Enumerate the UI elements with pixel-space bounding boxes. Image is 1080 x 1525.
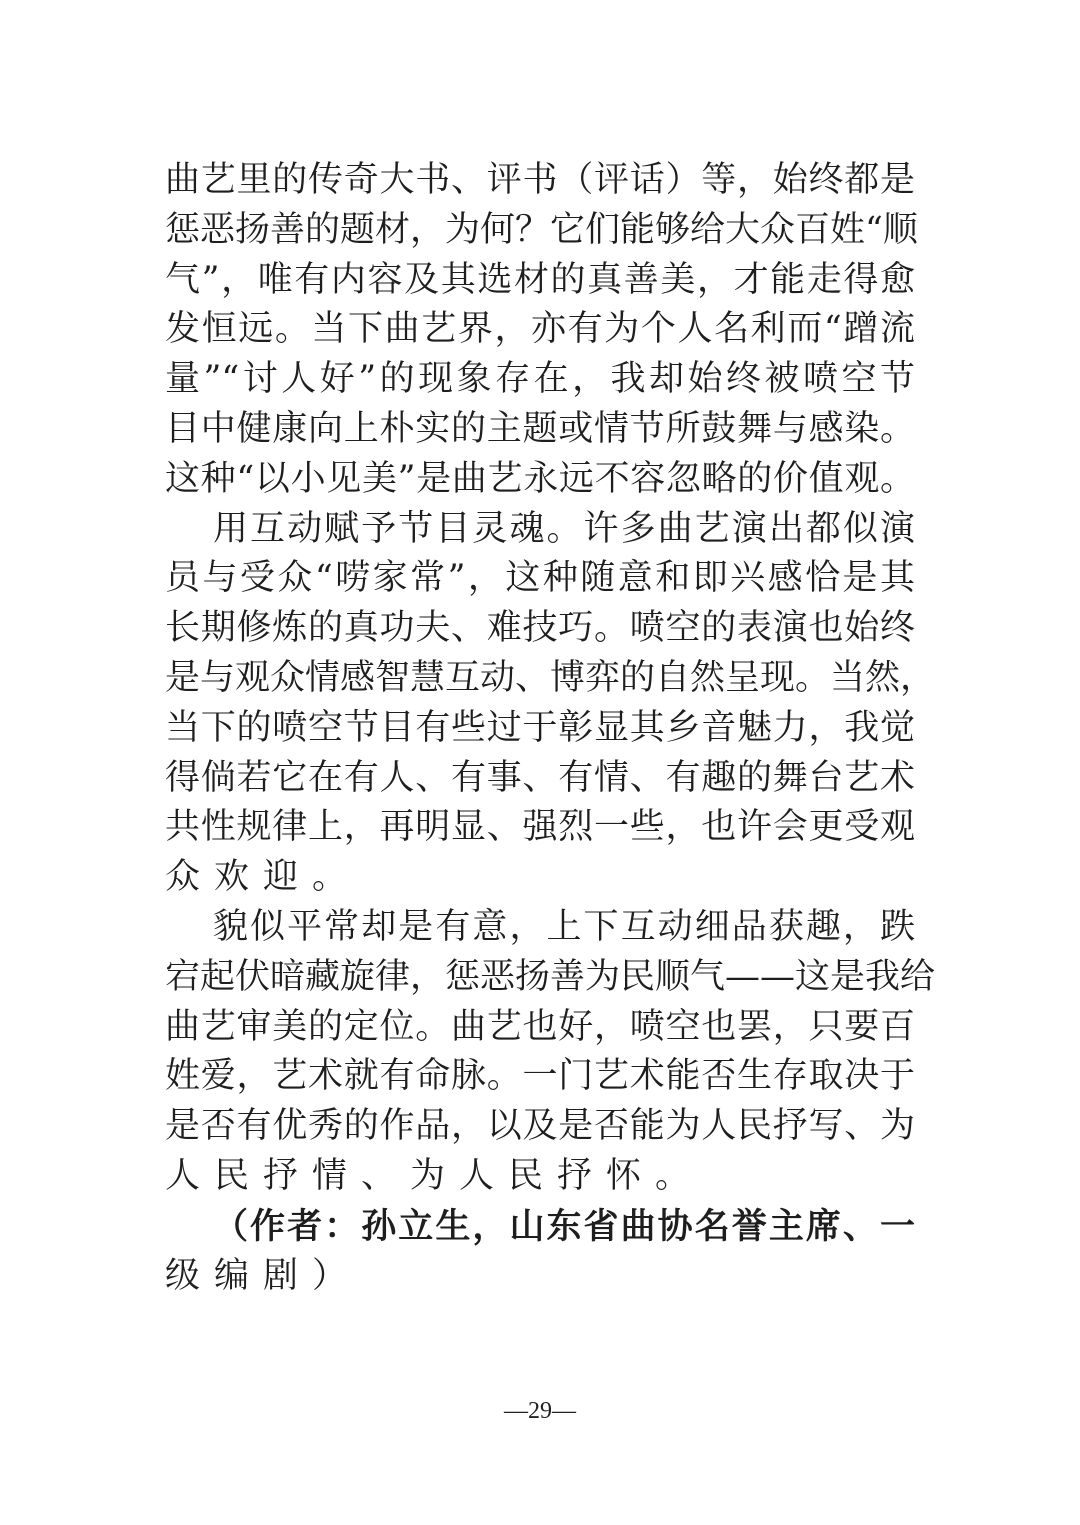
paragraph-3 [165,903,936,1202]
text-line: 得倘若它在有人、有事、有情、有趣的舞台艺术 [165,757,915,798]
text-line: 貌似平常却是有意，上下互动细品获趣，跌 [213,906,915,947]
text-line: 当下的喷空节目有些过于彰显其乡音魅力，我觉 [165,707,915,748]
text-line: 量”“讨人好”的现象存在，我却始终被喷空节 [165,359,915,400]
text-line: 目中健康向上朴实的主题或情节所鼓舞与感染。 [165,408,915,449]
text-line: 这种“以小见美”是曲艺永远不容忽略的价值观。 [165,458,915,499]
text-line: 是否有优秀的作品，以及是否能为人民抒写、为 [165,1106,915,1147]
author-note [165,1202,915,1302]
text-line: 共性规律上，再明显、强烈一些，也许会更受观 [165,807,915,848]
text-line: 用互动赋予节目灵魂。许多曲艺演出都似演 [213,508,915,549]
text-line: （作者：孙立生，山东省曲协名誉主席、一 [213,1205,915,1247]
text-line: 员与受众“唠家常”，这种随意和即兴感恰是其 [165,558,915,599]
page-number: —29— [504,1398,576,1424]
paragraph-2 [165,505,936,903]
paragraph-1 [165,156,918,505]
text-line: 是与观众情感智慧互动、博弈的自然呈现。当然， [165,657,936,698]
text-line: 宕起伏暗藏旋律，惩恶扬善为民顺气——这是我给 [165,956,936,997]
text-line: 曲艺审美的定位。曲艺也好，喷空也罢，只要百 [165,1006,915,1047]
text-line: 众欢迎。 [165,857,362,898]
text-line: 惩恶扬善的题材，为何？它们能够给大众百姓“顺 [165,209,918,250]
text-line: 姓爱，艺术就有命脉。一门艺术能否生存取决于 [165,1056,915,1097]
text-line: 长期修炼的真功夫、难技巧。喷空的表演也始终 [165,608,915,649]
text-line: 气”，唯有内容及其选材的真善美，才能走得愈 [165,259,915,300]
text-line: 级编剧） [165,1255,362,1296]
text-line: 发恒远。当下曲艺界，亦有为个人名利而“蹭流 [165,309,915,350]
text-line: 人民抒情、为人民抒怀。 [165,1155,705,1196]
document-body [165,156,936,1301]
text-line: 曲艺里的传奇大书、评书（评话）等，始终都是 [165,160,915,200]
